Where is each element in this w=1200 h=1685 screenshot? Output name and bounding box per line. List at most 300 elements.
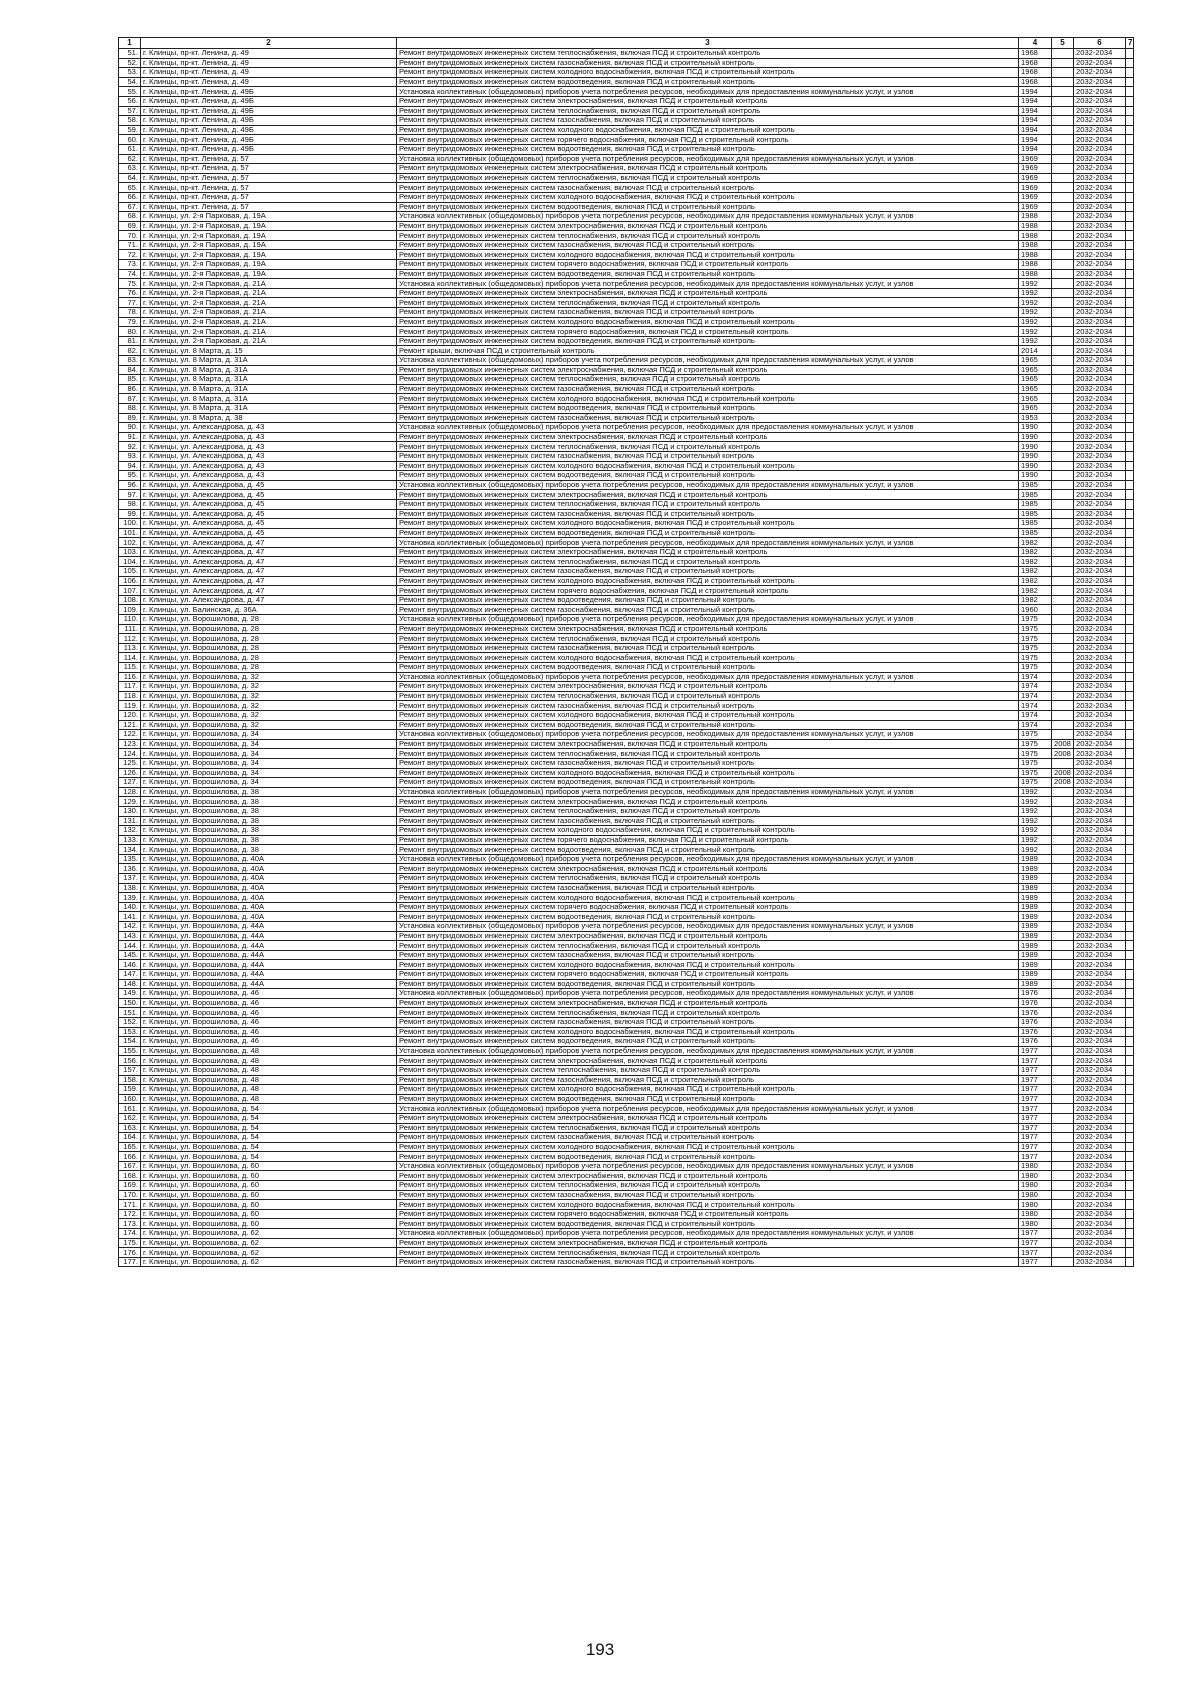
- planned-period-cell: 2032-2034: [1074, 1229, 1126, 1239]
- build-year-cell: 2014: [1019, 346, 1052, 356]
- address-cell: г. Клинцы, ул. 2-я Парковая, д. 19А: [141, 212, 397, 222]
- build-year-cell: 1980: [1019, 1200, 1052, 1210]
- address-cell: г. Клинцы, ул. Ворошилова, д. 28: [141, 643, 397, 653]
- address-cell: г. Клинцы, ул. Ворошилова, д. 62: [141, 1248, 397, 1258]
- build-year-cell: 1977: [1019, 1123, 1052, 1133]
- work-type-cell: Ремонт внутридомовых инженерных систем электроснабжения, включая ПСД и строительный контроль: [397, 624, 1019, 634]
- extra-cell: [1126, 710, 1134, 720]
- table-row: [119, 125, 1134, 135]
- work-type-cell: Ремонт внутридомовых инженерных систем водоотведения, включая ПСД и строительный контроль: [397, 595, 1019, 605]
- work-type-cell: Ремонт внутридомовых инженерных систем водоотведения, включая ПСД и строительный контроль: [397, 202, 1019, 212]
- planned-period-cell: 2032-2034: [1074, 663, 1126, 673]
- extra-cell: [1126, 883, 1134, 893]
- build-year-cell: 1960: [1019, 605, 1052, 615]
- last-repair-year-cell: [1052, 173, 1074, 183]
- last-repair-year-cell: [1052, 384, 1074, 394]
- address-cell: г. Клинцы, ул. Ворошилова, д. 54: [141, 1104, 397, 1114]
- last-repair-year-cell: [1052, 1229, 1074, 1239]
- planned-period-cell: 2032-2034: [1074, 1238, 1126, 1248]
- work-type-cell: Ремонт внутридомовых инженерных систем газоснабжения, включая ПСД и строительный контроль: [397, 1257, 1019, 1267]
- planned-period-cell: 2032-2034: [1074, 902, 1126, 912]
- work-type-cell: Ремонт внутридомовых инженерных систем электроснабжения, включая ПСД и строительный контроль: [397, 1113, 1019, 1123]
- row-number-cell: 129.: [119, 797, 141, 807]
- work-type-cell: Ремонт внутридомовых инженерных систем электроснабжения, включая ПСД и строительный контроль: [397, 365, 1019, 375]
- address-cell: г. Клинцы, ул. Ворошилова, д. 60: [141, 1161, 397, 1171]
- last-repair-year-cell: [1052, 1037, 1074, 1047]
- last-repair-year-cell: [1052, 317, 1074, 327]
- planned-period-cell: 2032-2034: [1074, 164, 1126, 174]
- address-cell: г. Клинцы, ул. Ворошилова, д. 28: [141, 663, 397, 673]
- table-row: [119, 327, 1134, 337]
- planned-period-cell: 2032-2034: [1074, 950, 1126, 960]
- extra-cell: [1126, 154, 1134, 164]
- work-type-cell: Ремонт внутридомовых инженерных систем теплоснабжения, включая ПСД и строительный контроль: [397, 173, 1019, 183]
- work-type-cell: Ремонт внутридомовых инженерных систем холодного водоснабжения, включая ПСД и строительный контроль: [397, 768, 1019, 778]
- work-type-cell: Ремонт внутридомовых инженерных систем газоснабжения, включая ПСД и строительный контроль: [397, 883, 1019, 893]
- address-cell: г. Клинцы, ул. Ворошилова, д. 62: [141, 1257, 397, 1267]
- work-type-cell: Ремонт внутридомовых инженерных систем холодного водоснабжения, включая ПСД и строительный контроль: [397, 893, 1019, 903]
- work-type-cell: Ремонт внутридомовых инженерных систем электроснабжения, включая ПСД и строительный контроль: [397, 739, 1019, 749]
- address-cell: г. Клинцы, ул. Ворошилова, д. 32: [141, 691, 397, 701]
- extra-cell: [1126, 413, 1134, 423]
- extra-cell: [1126, 970, 1134, 980]
- row-number-cell: 144.: [119, 941, 141, 951]
- last-repair-year-cell: [1052, 96, 1074, 106]
- work-type-cell: Ремонт внутридомовых инженерных систем электроснабжения, включая ПСД и строительный контроль: [397, 221, 1019, 231]
- planned-period-cell: 2032-2034: [1074, 1152, 1126, 1162]
- address-cell: г. Клинцы, ул. 8 Марта, д. 38: [141, 413, 397, 423]
- planned-period-cell: 2032-2034: [1074, 327, 1126, 337]
- last-repair-year-cell: [1052, 1027, 1074, 1037]
- last-repair-year-cell: [1052, 931, 1074, 941]
- row-number-cell: 132.: [119, 826, 141, 836]
- work-type-cell: Ремонт внутридомовых инженерных систем газоснабжения, включая ПСД и строительный контроль: [397, 758, 1019, 768]
- column-header: 1: [119, 38, 141, 49]
- work-type-cell: Ремонт внутридомовых инженерных систем электроснабжения, включая ПСД и строительный контроль: [397, 998, 1019, 1008]
- build-year-cell: 1992: [1019, 336, 1052, 346]
- row-number-cell: 131.: [119, 816, 141, 826]
- table-row: [119, 432, 1134, 442]
- table-row: [119, 298, 1134, 308]
- extra-cell: [1126, 1209, 1134, 1219]
- extra-cell: [1126, 874, 1134, 884]
- row-number-cell: 52.: [119, 58, 141, 68]
- address-cell: г. Клинцы, ул. Ворошилова, д. 48: [141, 1085, 397, 1095]
- planned-period-cell: 2032-2034: [1074, 356, 1126, 366]
- row-number-cell: 74.: [119, 269, 141, 279]
- work-type-cell: Ремонт внутридомовых инженерных систем газоснабжения, включая ПСД и строительный контроль: [397, 643, 1019, 653]
- planned-period-cell: 2032-2034: [1074, 806, 1126, 816]
- table-row: [119, 922, 1134, 932]
- table-row: [119, 96, 1134, 106]
- row-number-cell: 148.: [119, 979, 141, 989]
- last-repair-year-cell: [1052, 308, 1074, 318]
- extra-cell: [1126, 806, 1134, 816]
- planned-period-cell: 2032-2034: [1074, 308, 1126, 318]
- row-number-cell: 94.: [119, 461, 141, 471]
- work-type-cell: Ремонт внутридомовых инженерных систем холодного водоснабжения, включая ПСД и строительный контроль: [397, 1200, 1019, 1210]
- work-type-cell: Ремонт внутридомовых инженерных систем водоотведения, включая ПСД и строительный контроль: [397, 269, 1019, 279]
- build-year-cell: 1965: [1019, 394, 1052, 404]
- row-number-cell: 95.: [119, 471, 141, 481]
- row-number-cell: 155.: [119, 1046, 141, 1056]
- table-row: [119, 423, 1134, 433]
- table-row: [119, 1056, 1134, 1066]
- last-repair-year-cell: [1052, 586, 1074, 596]
- build-year-cell: 1977: [1019, 1142, 1052, 1152]
- extra-cell: [1126, 682, 1134, 692]
- address-cell: г. Клинцы, ул. Ворошилова, д. 28: [141, 634, 397, 644]
- row-number-cell: 173.: [119, 1219, 141, 1229]
- last-repair-year-cell: 2008: [1052, 749, 1074, 759]
- build-year-cell: 1982: [1019, 557, 1052, 567]
- table-row: [119, 250, 1134, 260]
- build-year-cell: 1992: [1019, 835, 1052, 845]
- planned-period-cell: 2032-2034: [1074, 883, 1126, 893]
- work-type-cell: Ремонт внутридомовых инженерных систем электроснабжения, включая ПСД и строительный контроль: [397, 1238, 1019, 1248]
- work-type-cell: Ремонт внутридомовых инженерных систем холодного водоснабжения, включая ПСД и строительный контроль: [397, 125, 1019, 135]
- last-repair-year-cell: [1052, 912, 1074, 922]
- build-year-cell: 1988: [1019, 260, 1052, 270]
- column-header: 4: [1019, 38, 1052, 49]
- row-number-cell: 150.: [119, 998, 141, 1008]
- table-row: [119, 212, 1134, 222]
- table-row: [119, 1171, 1134, 1181]
- work-type-cell: Ремонт внутридомовых инженерных систем теплоснабжения, включая ПСД и строительный контроль: [397, 442, 1019, 452]
- table-row: [119, 1161, 1134, 1171]
- last-repair-year-cell: [1052, 883, 1074, 893]
- work-type-cell: Ремонт внутридомовых инженерных систем горячего водоснабжения, включая ПСД и строительный контроль: [397, 260, 1019, 270]
- work-type-cell: Ремонт внутридомовых инженерных систем теплоснабжения, включая ПСД и строительный контроль: [397, 1065, 1019, 1075]
- build-year-cell: 1969: [1019, 202, 1052, 212]
- address-cell: г. Клинцы, ул. Ворошилова, д. 54: [141, 1142, 397, 1152]
- planned-period-cell: 2032-2034: [1074, 605, 1126, 615]
- extra-cell: [1126, 912, 1134, 922]
- last-repair-year-cell: [1052, 164, 1074, 174]
- planned-period-cell: 2032-2034: [1074, 480, 1126, 490]
- last-repair-year-cell: [1052, 240, 1074, 250]
- table-row: [119, 730, 1134, 740]
- table-row: [119, 1085, 1134, 1095]
- last-repair-year-cell: [1052, 864, 1074, 874]
- work-type-cell: Ремонт внутридомовых инженерных систем водоотведения, включая ПСД и строительный контроль: [397, 912, 1019, 922]
- build-year-cell: 1992: [1019, 317, 1052, 327]
- planned-period-cell: 2032-2034: [1074, 365, 1126, 375]
- work-type-cell: Ремонт крыши, включая ПСД и строительный контроль: [397, 346, 1019, 356]
- row-number-cell: 164.: [119, 1133, 141, 1143]
- work-type-cell: Ремонт внутридомовых инженерных систем водоотведения, включая ПСД и строительный контроль: [397, 144, 1019, 154]
- table-header-row: [119, 38, 1134, 49]
- table-row: [119, 509, 1134, 519]
- planned-period-cell: 2032-2034: [1074, 509, 1126, 519]
- table-row: [119, 336, 1134, 346]
- address-cell: г. Клинцы, ул. Ворошилова, д. 38: [141, 835, 397, 845]
- last-repair-year-cell: [1052, 288, 1074, 298]
- last-repair-year-cell: [1052, 730, 1074, 740]
- last-repair-year-cell: [1052, 1065, 1074, 1075]
- extra-cell: [1126, 854, 1134, 864]
- planned-period-cell: 2032-2034: [1074, 221, 1126, 231]
- build-year-cell: 1982: [1019, 567, 1052, 577]
- table-row: [119, 1200, 1134, 1210]
- table-row: [119, 1209, 1134, 1219]
- address-cell: г. Клинцы, ул. 2-я Парковая, д. 21А: [141, 327, 397, 337]
- row-number-cell: 156.: [119, 1056, 141, 1066]
- address-cell: г. Клинцы, пр-кт. Ленина, д. 49: [141, 77, 397, 87]
- work-type-cell: Ремонт внутридомовых инженерных систем электроснабжения, включая ПСД и строительный контроль: [397, 1056, 1019, 1066]
- row-number-cell: 128.: [119, 787, 141, 797]
- last-repair-year-cell: [1052, 519, 1074, 529]
- column-header: 6: [1074, 38, 1126, 49]
- work-type-cell: Ремонт внутридомовых инженерных систем водоотведения, включая ПСД и строительный контроль: [397, 77, 1019, 87]
- planned-period-cell: 2032-2034: [1074, 816, 1126, 826]
- row-number-cell: 120.: [119, 710, 141, 720]
- build-year-cell: 1953: [1019, 413, 1052, 423]
- row-number-cell: 98.: [119, 499, 141, 509]
- table-row: [119, 912, 1134, 922]
- extra-cell: [1126, 212, 1134, 222]
- last-repair-year-cell: [1052, 557, 1074, 567]
- row-number-cell: 65.: [119, 183, 141, 193]
- address-cell: г. Клинцы, ул. Александрова, д. 45: [141, 519, 397, 529]
- work-type-cell: Ремонт внутридомовых инженерных систем электроснабжения, включая ПСД и строительный контроль: [397, 547, 1019, 557]
- table-row: [119, 797, 1134, 807]
- extra-cell: [1126, 586, 1134, 596]
- address-cell: г. Клинцы, ул. Ворошилова, д. 62: [141, 1238, 397, 1248]
- planned-period-cell: 2032-2034: [1074, 1094, 1126, 1104]
- extra-cell: [1126, 1152, 1134, 1162]
- work-type-cell: Ремонт внутридомовых инженерных систем холодного водоснабжения, включая ПСД и строительный контроль: [397, 317, 1019, 327]
- extra-cell: [1126, 1190, 1134, 1200]
- last-repair-year-cell: [1052, 643, 1074, 653]
- planned-period-cell: 2032-2034: [1074, 874, 1126, 884]
- extra-cell: [1126, 1075, 1134, 1085]
- build-year-cell: 1965: [1019, 384, 1052, 394]
- row-number-cell: 89.: [119, 413, 141, 423]
- last-repair-year-cell: [1052, 663, 1074, 673]
- row-number-cell: 127.: [119, 778, 141, 788]
- address-cell: г. Клинцы, ул. 2-я Парковая, д. 19А: [141, 269, 397, 279]
- address-cell: г. Клинцы, ул. Ворошилова, д. 60: [141, 1200, 397, 1210]
- last-repair-year-cell: [1052, 212, 1074, 222]
- last-repair-year-cell: [1052, 279, 1074, 289]
- build-year-cell: 1990: [1019, 461, 1052, 471]
- work-type-cell: Ремонт внутридомовых инженерных систем горячего водоснабжения, включая ПСД и строительный контроль: [397, 902, 1019, 912]
- build-year-cell: 1989: [1019, 893, 1052, 903]
- row-number-cell: 68.: [119, 212, 141, 222]
- address-cell: г. Клинцы, пр-кт. Ленина, д. 49Б: [141, 116, 397, 126]
- address-cell: г. Клинцы, ул. Ворошилова, д. 46: [141, 1027, 397, 1037]
- table-row: [119, 1104, 1134, 1114]
- extra-cell: [1126, 480, 1134, 490]
- work-type-cell: Ремонт внутридомовых инженерных систем электроснабжения, включая ПСД и строительный контроль: [397, 96, 1019, 106]
- extra-cell: [1126, 403, 1134, 413]
- build-year-cell: 1994: [1019, 116, 1052, 126]
- row-number-cell: 136.: [119, 864, 141, 874]
- last-repair-year-cell: [1052, 672, 1074, 682]
- build-year-cell: 1989: [1019, 950, 1052, 960]
- last-repair-year-cell: [1052, 68, 1074, 78]
- address-cell: г. Клинцы, пр-кт. Ленина, д. 49Б: [141, 125, 397, 135]
- build-year-cell: 1988: [1019, 240, 1052, 250]
- table-row: [119, 1037, 1134, 1047]
- row-number-cell: 161.: [119, 1104, 141, 1114]
- table-row: [119, 634, 1134, 644]
- build-year-cell: 1989: [1019, 970, 1052, 980]
- build-year-cell: 1982: [1019, 586, 1052, 596]
- work-type-cell: Ремонт внутридомовых инженерных систем теплоснабжения, включая ПСД и строительный контроль: [397, 1181, 1019, 1191]
- table-row: [119, 1133, 1134, 1143]
- table-row: [119, 1229, 1134, 1239]
- extra-cell: [1126, 634, 1134, 644]
- last-repair-year-cell: [1052, 144, 1074, 154]
- table-row: [119, 806, 1134, 816]
- row-number-cell: 113.: [119, 643, 141, 653]
- address-cell: г. Клинцы, ул. 2-я Парковая, д. 19А: [141, 250, 397, 260]
- row-number-cell: 103.: [119, 547, 141, 557]
- build-year-cell: 1988: [1019, 212, 1052, 222]
- table-row: [119, 682, 1134, 692]
- planned-period-cell: 2032-2034: [1074, 1037, 1126, 1047]
- row-number-cell: 73.: [119, 260, 141, 270]
- extra-cell: [1126, 1027, 1134, 1037]
- extra-cell: [1126, 902, 1134, 912]
- address-cell: г. Клинцы, ул. Ворошилова, д. 40А: [141, 854, 397, 864]
- row-number-cell: 61.: [119, 144, 141, 154]
- extra-cell: [1126, 1094, 1134, 1104]
- work-type-cell: Установка коллективных (общедомовых) приборов учета потребления ресурсов, необходимых для предоставления коммунальных услуг, и узлов: [397, 212, 1019, 222]
- table-row: [119, 586, 1134, 596]
- work-type-cell: Ремонт внутридомовых инженерных систем теплоснабжения, включая ПСД и строительный контроль: [397, 49, 1019, 59]
- planned-period-cell: 2032-2034: [1074, 893, 1126, 903]
- table-row: [119, 567, 1134, 577]
- planned-period-cell: 2032-2034: [1074, 432, 1126, 442]
- address-cell: г. Клинцы, ул. Александрова, д. 47: [141, 576, 397, 586]
- extra-cell: [1126, 375, 1134, 385]
- address-cell: г. Клинцы, ул. Ворошилова, д. 40А: [141, 902, 397, 912]
- table-row: [119, 845, 1134, 855]
- extra-cell: [1126, 998, 1134, 1008]
- planned-period-cell: 2032-2034: [1074, 1123, 1126, 1133]
- last-repair-year-cell: [1052, 1104, 1074, 1114]
- build-year-cell: 1982: [1019, 576, 1052, 586]
- work-type-cell: Ремонт внутридомовых инженерных систем холодного водоснабжения, включая ПСД и строительный контроль: [397, 519, 1019, 529]
- extra-cell: [1126, 643, 1134, 653]
- table-row: [119, 1181, 1134, 1191]
- page-number: 193: [585, 1640, 615, 1659]
- work-type-cell: Ремонт внутридомовых инженерных систем теплоснабжения, включая ПСД и строительный контроль: [397, 499, 1019, 509]
- extra-cell: [1126, 672, 1134, 682]
- build-year-cell: 1990: [1019, 451, 1052, 461]
- table-row: [119, 499, 1134, 509]
- table-row: [119, 931, 1134, 941]
- last-repair-year-cell: [1052, 116, 1074, 126]
- last-repair-year-cell: [1052, 720, 1074, 730]
- work-type-cell: Ремонт внутридомовых инженерных систем теплоснабжения, включая ПСД и строительный контроль: [397, 1123, 1019, 1133]
- work-type-cell: Установка коллективных (общедомовых) приборов учета потребления ресурсов, необходимых для предоставления коммунальных услуг, и узлов: [397, 854, 1019, 864]
- build-year-cell: 1976: [1019, 1008, 1052, 1018]
- row-number-cell: 83.: [119, 356, 141, 366]
- table-row: [119, 720, 1134, 730]
- address-cell: г. Клинцы, ул. Александрова, д. 43: [141, 423, 397, 433]
- build-year-cell: 1994: [1019, 144, 1052, 154]
- extra-cell: [1126, 528, 1134, 538]
- last-repair-year-cell: [1052, 461, 1074, 471]
- planned-period-cell: 2032-2034: [1074, 979, 1126, 989]
- build-year-cell: 1989: [1019, 912, 1052, 922]
- build-year-cell: 1968: [1019, 58, 1052, 68]
- build-year-cell: 1990: [1019, 471, 1052, 481]
- address-cell: г. Клинцы, ул. 2-я Парковая, д. 19А: [141, 260, 397, 270]
- extra-cell: [1126, 87, 1134, 97]
- planned-period-cell: 2032-2034: [1074, 212, 1126, 222]
- extra-cell: [1126, 96, 1134, 106]
- planned-period-cell: 2032-2034: [1074, 653, 1126, 663]
- table-row: [119, 605, 1134, 615]
- build-year-cell: 1969: [1019, 164, 1052, 174]
- table-row: [119, 893, 1134, 903]
- extra-cell: [1126, 432, 1134, 442]
- address-cell: г. Клинцы, ул. Ворошилова, д. 60: [141, 1181, 397, 1191]
- work-type-cell: Установка коллективных (общедомовых) приборов учета потребления ресурсов, необходимых для предоставления коммунальных услуг, и узлов: [397, 672, 1019, 682]
- address-cell: г. Клинцы, ул. Александрова, д. 43: [141, 432, 397, 442]
- work-type-cell: Ремонт внутридомовых инженерных систем холодного водоснабжения, включая ПСД и строительный контроль: [397, 1027, 1019, 1037]
- planned-period-cell: 2032-2034: [1074, 1190, 1126, 1200]
- row-number-cell: 72.: [119, 250, 141, 260]
- build-year-cell: 1969: [1019, 154, 1052, 164]
- planned-period-cell: 2032-2034: [1074, 1008, 1126, 1018]
- row-number-cell: 175.: [119, 1238, 141, 1248]
- extra-cell: [1126, 49, 1134, 59]
- extra-cell: [1126, 164, 1134, 174]
- address-cell: г. Клинцы, ул. 2-я Парковая, д. 21А: [141, 336, 397, 346]
- table-row: [119, 87, 1134, 97]
- row-number-cell: 87.: [119, 394, 141, 404]
- build-year-cell: 1974: [1019, 691, 1052, 701]
- address-cell: г. Клинцы, ул. 2-я Парковая, д. 21А: [141, 288, 397, 298]
- table-row: [119, 883, 1134, 893]
- row-number-cell: 55.: [119, 87, 141, 97]
- build-year-cell: 1988: [1019, 250, 1052, 260]
- extra-cell: [1126, 1113, 1134, 1123]
- address-cell: г. Клинцы, ул. Ворошилова, д. 28: [141, 653, 397, 663]
- row-number-cell: 69.: [119, 221, 141, 231]
- work-type-cell: Ремонт внутридомовых инженерных систем горячего водоснабжения, включая ПСД и строительный контроль: [397, 1209, 1019, 1219]
- work-type-cell: Ремонт внутридомовых инженерных систем электроснабжения, включая ПСД и строительный контроль: [397, 164, 1019, 174]
- row-number-cell: 134.: [119, 845, 141, 855]
- column-header: 3: [397, 38, 1019, 49]
- address-cell: г. Клинцы, ул. Александрова, д. 43: [141, 451, 397, 461]
- planned-period-cell: 2032-2034: [1074, 317, 1126, 327]
- address-cell: г. Клинцы, пр-кт. Ленина, д. 57: [141, 202, 397, 212]
- build-year-cell: 1985: [1019, 528, 1052, 538]
- last-repair-year-cell: [1052, 1123, 1074, 1133]
- work-type-cell: Ремонт внутридомовых инженерных систем теплоснабжения, включая ПСД и строительный контроль: [397, 375, 1019, 385]
- extra-cell: [1126, 835, 1134, 845]
- build-year-cell: 1988: [1019, 231, 1052, 241]
- planned-period-cell: 2032-2034: [1074, 758, 1126, 768]
- address-cell: г. Клинцы, ул. 8 Марта, д. 31А: [141, 365, 397, 375]
- extra-cell: [1126, 336, 1134, 346]
- extra-cell: [1126, 739, 1134, 749]
- row-number-cell: 133.: [119, 835, 141, 845]
- work-type-cell: Ремонт внутридомовых инженерных систем газоснабжения, включая ПСД и строительный контроль: [397, 116, 1019, 126]
- table-row: [119, 739, 1134, 749]
- table-row: [119, 1113, 1134, 1123]
- table-row: [119, 403, 1134, 413]
- extra-cell: [1126, 1181, 1134, 1191]
- extra-cell: [1126, 442, 1134, 452]
